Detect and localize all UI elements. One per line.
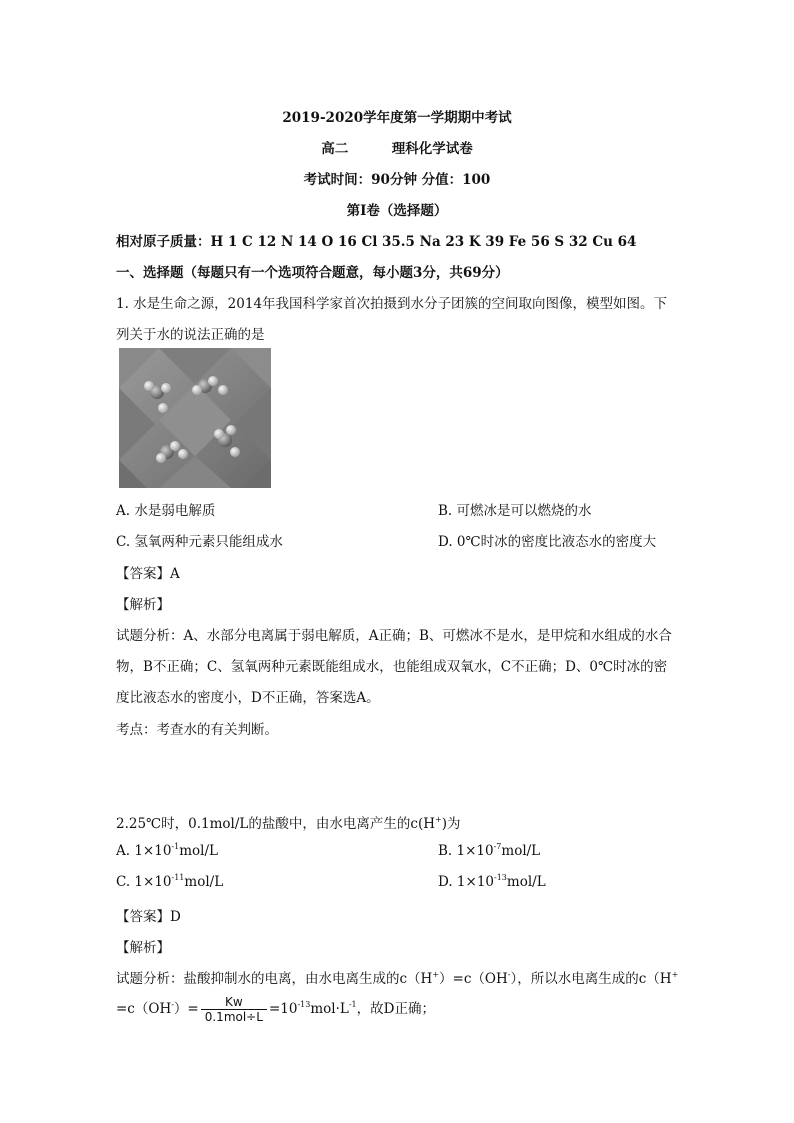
q2-option-b-sup: -7 (493, 842, 502, 851)
q2-analysis-line2-c: =10 (268, 1001, 298, 1017)
q2-analysis-line1-b: ）=c（OH (439, 971, 508, 987)
q2-analysis-line1-a: 试题分析：盐酸抑制水的电离，由水电离生成的c（H (116, 971, 433, 987)
q2-option-c-pre: C. 1×10 (116, 874, 172, 890)
q2-analysis-line2-sup2: -1 (348, 1000, 357, 1009)
q2-option-a (116, 843, 218, 859)
q2-option-a-post: mol/L (179, 843, 218, 859)
q2-analysis-line1-c: ），所以水电离生成的c（H (510, 971, 672, 987)
q2-stem-post: )为 (441, 816, 461, 832)
q2-option-d-sup: -13 (494, 873, 507, 882)
part-title: 第Ⅰ卷（选择题） (346, 203, 448, 219)
q2-analysis-line2-a: =c（OH (116, 1001, 172, 1017)
exam-subtitle (0, 137, 794, 157)
q2-sup-plus-1: + (432, 970, 440, 979)
exam-info: 考试时间：90分钟 分值：100 (303, 172, 491, 188)
exam-title: 2019-2020学年度第一学期期中考试 (282, 110, 512, 126)
q1-analysis-label: 【解析】 (116, 597, 170, 613)
q1-analysis-line2: 物，B不正确；C、氢氧两种元素既能组成水，也能组成双氧水，C不正确；D、0℃时冰的密 (116, 659, 668, 675)
q2-analysis-line1 (116, 967, 678, 987)
q2-option-b-post: mol/L (501, 843, 541, 859)
water-cluster-image (119, 348, 271, 488)
q2-analysis-line2-sup: -13 (297, 1000, 311, 1009)
q1-option-b: B. 可燃冰是可以燃烧的水 (438, 503, 592, 519)
q1-option-c: C. 氢氧两种元素只能组成水 (116, 534, 283, 550)
q2-sup-plus-2: + (671, 970, 679, 979)
q1-analysis-line3: 度比液态水的密度小，D不正确，答案选A。 (116, 690, 380, 706)
frac-numerator: Kw (201, 995, 267, 1010)
kw-fraction (201, 995, 267, 1024)
q2-option-d-pre: D. 1×10 (438, 874, 495, 890)
grade-label: 高二 (321, 141, 349, 157)
q2-option-a-pre: A. 1×10 (116, 843, 172, 859)
q2-sup-minus-1: - (507, 970, 511, 979)
q1-answer: 【答案】A (116, 566, 180, 582)
q2-analysis-line2-e: ，故D正确； (356, 1001, 435, 1017)
q1-point: 考点：考查水的有关判断。 (116, 722, 278, 738)
q2-option-d-post: mol/L (506, 874, 546, 890)
atomic-masses: 相对原子质量：H 1 C 12 N 14 O 16 Cl 35.5 Na 23 K 39 Fe 56 S 32 Cu 64 (116, 234, 637, 250)
q2-analysis-line2-b: ）= (173, 1001, 199, 1017)
q1-analysis-line1: 试题分析：A、水部分电离属于弱电解质，A正确；B、可燃冰不是水，是甲烷和水组成的水合 (116, 628, 672, 644)
q2-option-b (438, 843, 540, 859)
q2-option-a-sup: -1 (171, 842, 180, 851)
q2-option-d (438, 874, 546, 890)
q1-option-d: D. 0℃时冰的密度比液态水的密度大 (438, 534, 657, 550)
subject-label: 理科化学试卷 (391, 141, 473, 157)
q2-answer: 【答案】D (116, 909, 181, 925)
q2-stem-pre: 2.25℃时，0.1mol/L的盐酸中，由水电离产生的c(H (116, 816, 435, 832)
q2-stem-sup: + (435, 815, 442, 824)
q2-option-c-post: mol/L (184, 874, 224, 890)
q2-analysis-label: 【解析】 (116, 940, 170, 956)
q1-stem-line1: 1. 水是生命之源，2014年我国科学家首次拍摄到水分子团簇的空间取向图像，模型如图。下 (116, 296, 668, 312)
q2-stem (116, 812, 460, 832)
q2-analysis-line2-d: mol·L (310, 1001, 349, 1017)
frac-denominator: 0.1mol÷L (204, 1010, 263, 1024)
q2-sup-minus-2: - (171, 1000, 174, 1009)
q2-option-c-sup: -11 (171, 873, 185, 882)
q2-option-c (116, 874, 223, 890)
section-title: 一、选择题（每题只有一个选项符合题意，每小题3分，共69分） (116, 265, 509, 281)
q1-stem-line2: 列关于水的说法正确的是 (116, 327, 265, 343)
q2-analysis-line2 (116, 995, 435, 1024)
q1-option-a: A. 水是弱电解质 (116, 503, 216, 519)
q2-option-b-pre: B. 1×10 (438, 843, 494, 859)
